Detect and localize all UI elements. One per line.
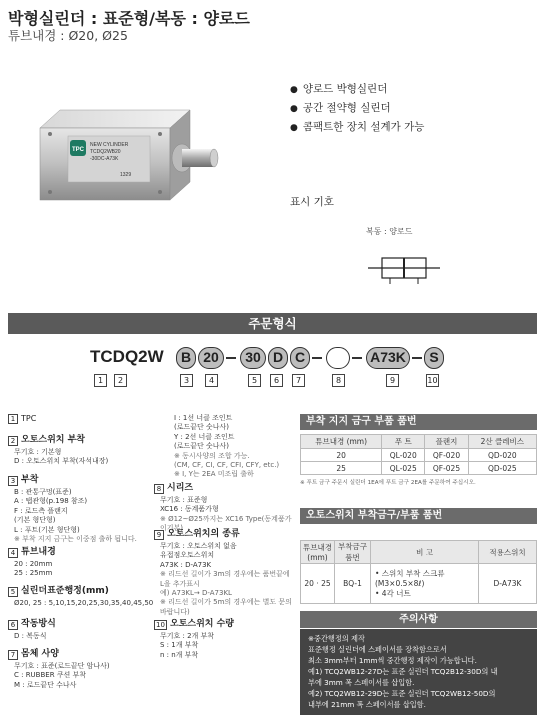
order-code-dash: [352, 357, 362, 359]
order-code: [90, 345, 470, 373]
spec-tpc: 1 TPC: [8, 414, 148, 426]
feature-item: ● 공간 절약형 실린더: [290, 99, 424, 118]
table-row: 20 · 25 BQ-1 • 스위치 부착 스크류 (M3×0.5×8ℓ) • 4각 너트 D-A73K: [301, 564, 537, 604]
switch-bracket-section: [300, 508, 537, 604]
caution-line: ※중간행정의 제작: [308, 634, 365, 643]
order-index-box: 6: [270, 374, 283, 387]
symbol-title: 표시 기호: [290, 196, 334, 208]
order-code-part: 30: [240, 347, 266, 369]
table-header: 부착금구 품번: [335, 541, 371, 564]
order-index-box: 2: [114, 374, 127, 387]
mount-table: [300, 434, 537, 475]
order-index-box: 8: [332, 374, 345, 387]
order-code-part: D: [268, 347, 288, 369]
order-index-box: 7: [292, 374, 305, 387]
spec-bore-size: 4 튜브내경 20 : 20mm 25 : 25mm: [8, 548, 148, 579]
mount-table-note: ※ 푸트 금구 주문시 실린더 1EA에 푸트 금구 2EA를 주문하여 주십시오.: [300, 480, 476, 486]
order-index-box: 4: [205, 374, 218, 387]
table-header: 비 고: [371, 541, 479, 564]
order-code-part: A73K: [366, 347, 410, 369]
spec-switch-qty: 10 오토스위치 수량 무기호 : 2개 부착 S : 1개 부착 n : n개 부착: [154, 620, 296, 660]
feature-list: [290, 80, 424, 137]
order-code-part: C: [290, 347, 310, 369]
order-code-dash: [312, 357, 322, 359]
caution-body: [300, 629, 537, 715]
product-label-line1: NEW CYLINDER: [90, 142, 129, 148]
table-row: 25 QL-025 QF-025 QD-025: [301, 462, 537, 475]
caution-line: 최소 3mm부터 1mm씩 중간행정 제작이 가능합니다.: [308, 656, 477, 665]
spec-action: 6 작동방식 D : 복동식: [8, 620, 148, 641]
order-code-part: 20: [198, 347, 224, 369]
spec-body-option: 7 몸체 사양 무기호 : 표준(로드끝단 암나사) C : RUBBER 쿠션 부착 M : 로드끝단 수나사: [8, 650, 148, 690]
caution-line: 예1) TCQ2WB12-27D는 표준 실린더 TCQ2B12-30D의 내: [308, 667, 498, 676]
spec-switch-type: 9 오토스위치의 종류 무기호 : 오토스위치 없음 유접점오토스위치 A73K : D-A73K ※ 리드선 길이가 3m의 경우에는 품번끝에 L을 추가표시 예) A73KL→ D-A73KL ※ 리드선 길이가 5m의 경우에는 별도 문의 바랍니다): [154, 530, 296, 617]
order-format-heading: 주문형식: [8, 313, 537, 334]
order-index-box: 5: [248, 374, 261, 387]
order-index-box: 9: [386, 374, 399, 387]
order-code-part: [326, 347, 350, 369]
table-header: 적용스위치: [479, 541, 537, 564]
spec-rod-end: I : 1선 너클 조인트 (로드끝단 숫나사) Y : 2선 너클 조인트 (로드끝단 숫나사) ※ 동시사양의 조합 가능. (CM, CF, CI, CF, CFI, CFY, etc.) ※ I, Y는 2EA 미조립 출하: [174, 414, 280, 479]
svg-text:TPC: TPC: [72, 147, 84, 153]
order-code-prefix: TCDQ2W: [90, 347, 164, 366]
table-header: 푸 트: [382, 435, 425, 449]
switch-table: [300, 540, 537, 604]
caution-line: 내부에 21mm 폭 스페이서를 삽입함.: [308, 700, 426, 709]
mount-table-title: 부착 지지 금구 부품 품번: [300, 414, 537, 430]
spec-mounting: 3 부착 B : 관통구멍(표준) A : 탭관형(p.198 참조) F : 로드측 플랜지 (기본 형단형) L : 푸트(기본 형단형) ※ 부착 지지 금구는 이중점 출하 됩니다.: [8, 476, 148, 544]
caution-line: 예2) TCQ2WB12-29D는 표준 실린더 TCQ2WB12-50D의: [308, 689, 496, 698]
spec-auto-switch: 2 오토스위치 부착 무기호 : 기본형 D : 오토스위치 부착(자석내장): [8, 436, 148, 467]
spec-stroke: 5 실린더표준행정(mm) Ø20, 25 : 5,10,15,20,25,30,35,40,45,50: [8, 587, 158, 608]
order-code-part: B: [176, 347, 196, 369]
symbol-caption: 복동 : 양로드: [366, 227, 413, 236]
order-code-dash: [412, 357, 422, 359]
order-code-part: S: [424, 347, 444, 369]
table-header: 2산 클레비스: [468, 435, 536, 449]
product-label-code: 1329: [120, 172, 132, 178]
order-index-box: 1: [94, 374, 107, 387]
mount-bracket-section: [300, 414, 537, 486]
order-index-box: 10: [427, 376, 438, 385]
caution-line: 표준행정 실린더에 스페이서를 장착함으로서: [308, 645, 447, 654]
table-header: 튜브내경 (mm): [301, 541, 335, 564]
page-subtitle: 튜브내경 : Ø20, Ø25: [8, 28, 128, 43]
spec-series: 8 시리즈 무기호 : 표준형 XC16 : 동계품가형 ※ Ø12~Ø25까지는 XC16 Type(동계품가이기본): [154, 484, 296, 534]
table-row: 20 QL-020 QF-020 QD-020: [301, 449, 537, 462]
product-label-line3: -30DC-A73K: [90, 156, 119, 162]
cylinder-symbol-icon: [368, 250, 440, 286]
page-title: 박형실린더 : 표준형/복동 : 양로드: [8, 9, 250, 28]
feature-item: ● 콤팩트한 장치 설계가 가능: [290, 118, 424, 137]
cylinder-product-image: [30, 100, 220, 210]
caution-heading: 주의사항: [300, 611, 537, 628]
order-index-box: 3: [180, 374, 193, 387]
table-header: 플랜지: [425, 435, 468, 449]
order-code-dash: [226, 357, 236, 359]
product-label-line2: TCDQ2WB20: [90, 149, 121, 155]
switch-table-title: 오토스위치 부착금구/부품 품번: [300, 508, 537, 524]
caution-line: 부에 3mm 폭 스페이서를 삽입함.: [308, 678, 415, 687]
feature-item: ● 양로드 박형실린더: [290, 80, 424, 99]
table-header: 튜브내경 (mm): [301, 435, 382, 449]
